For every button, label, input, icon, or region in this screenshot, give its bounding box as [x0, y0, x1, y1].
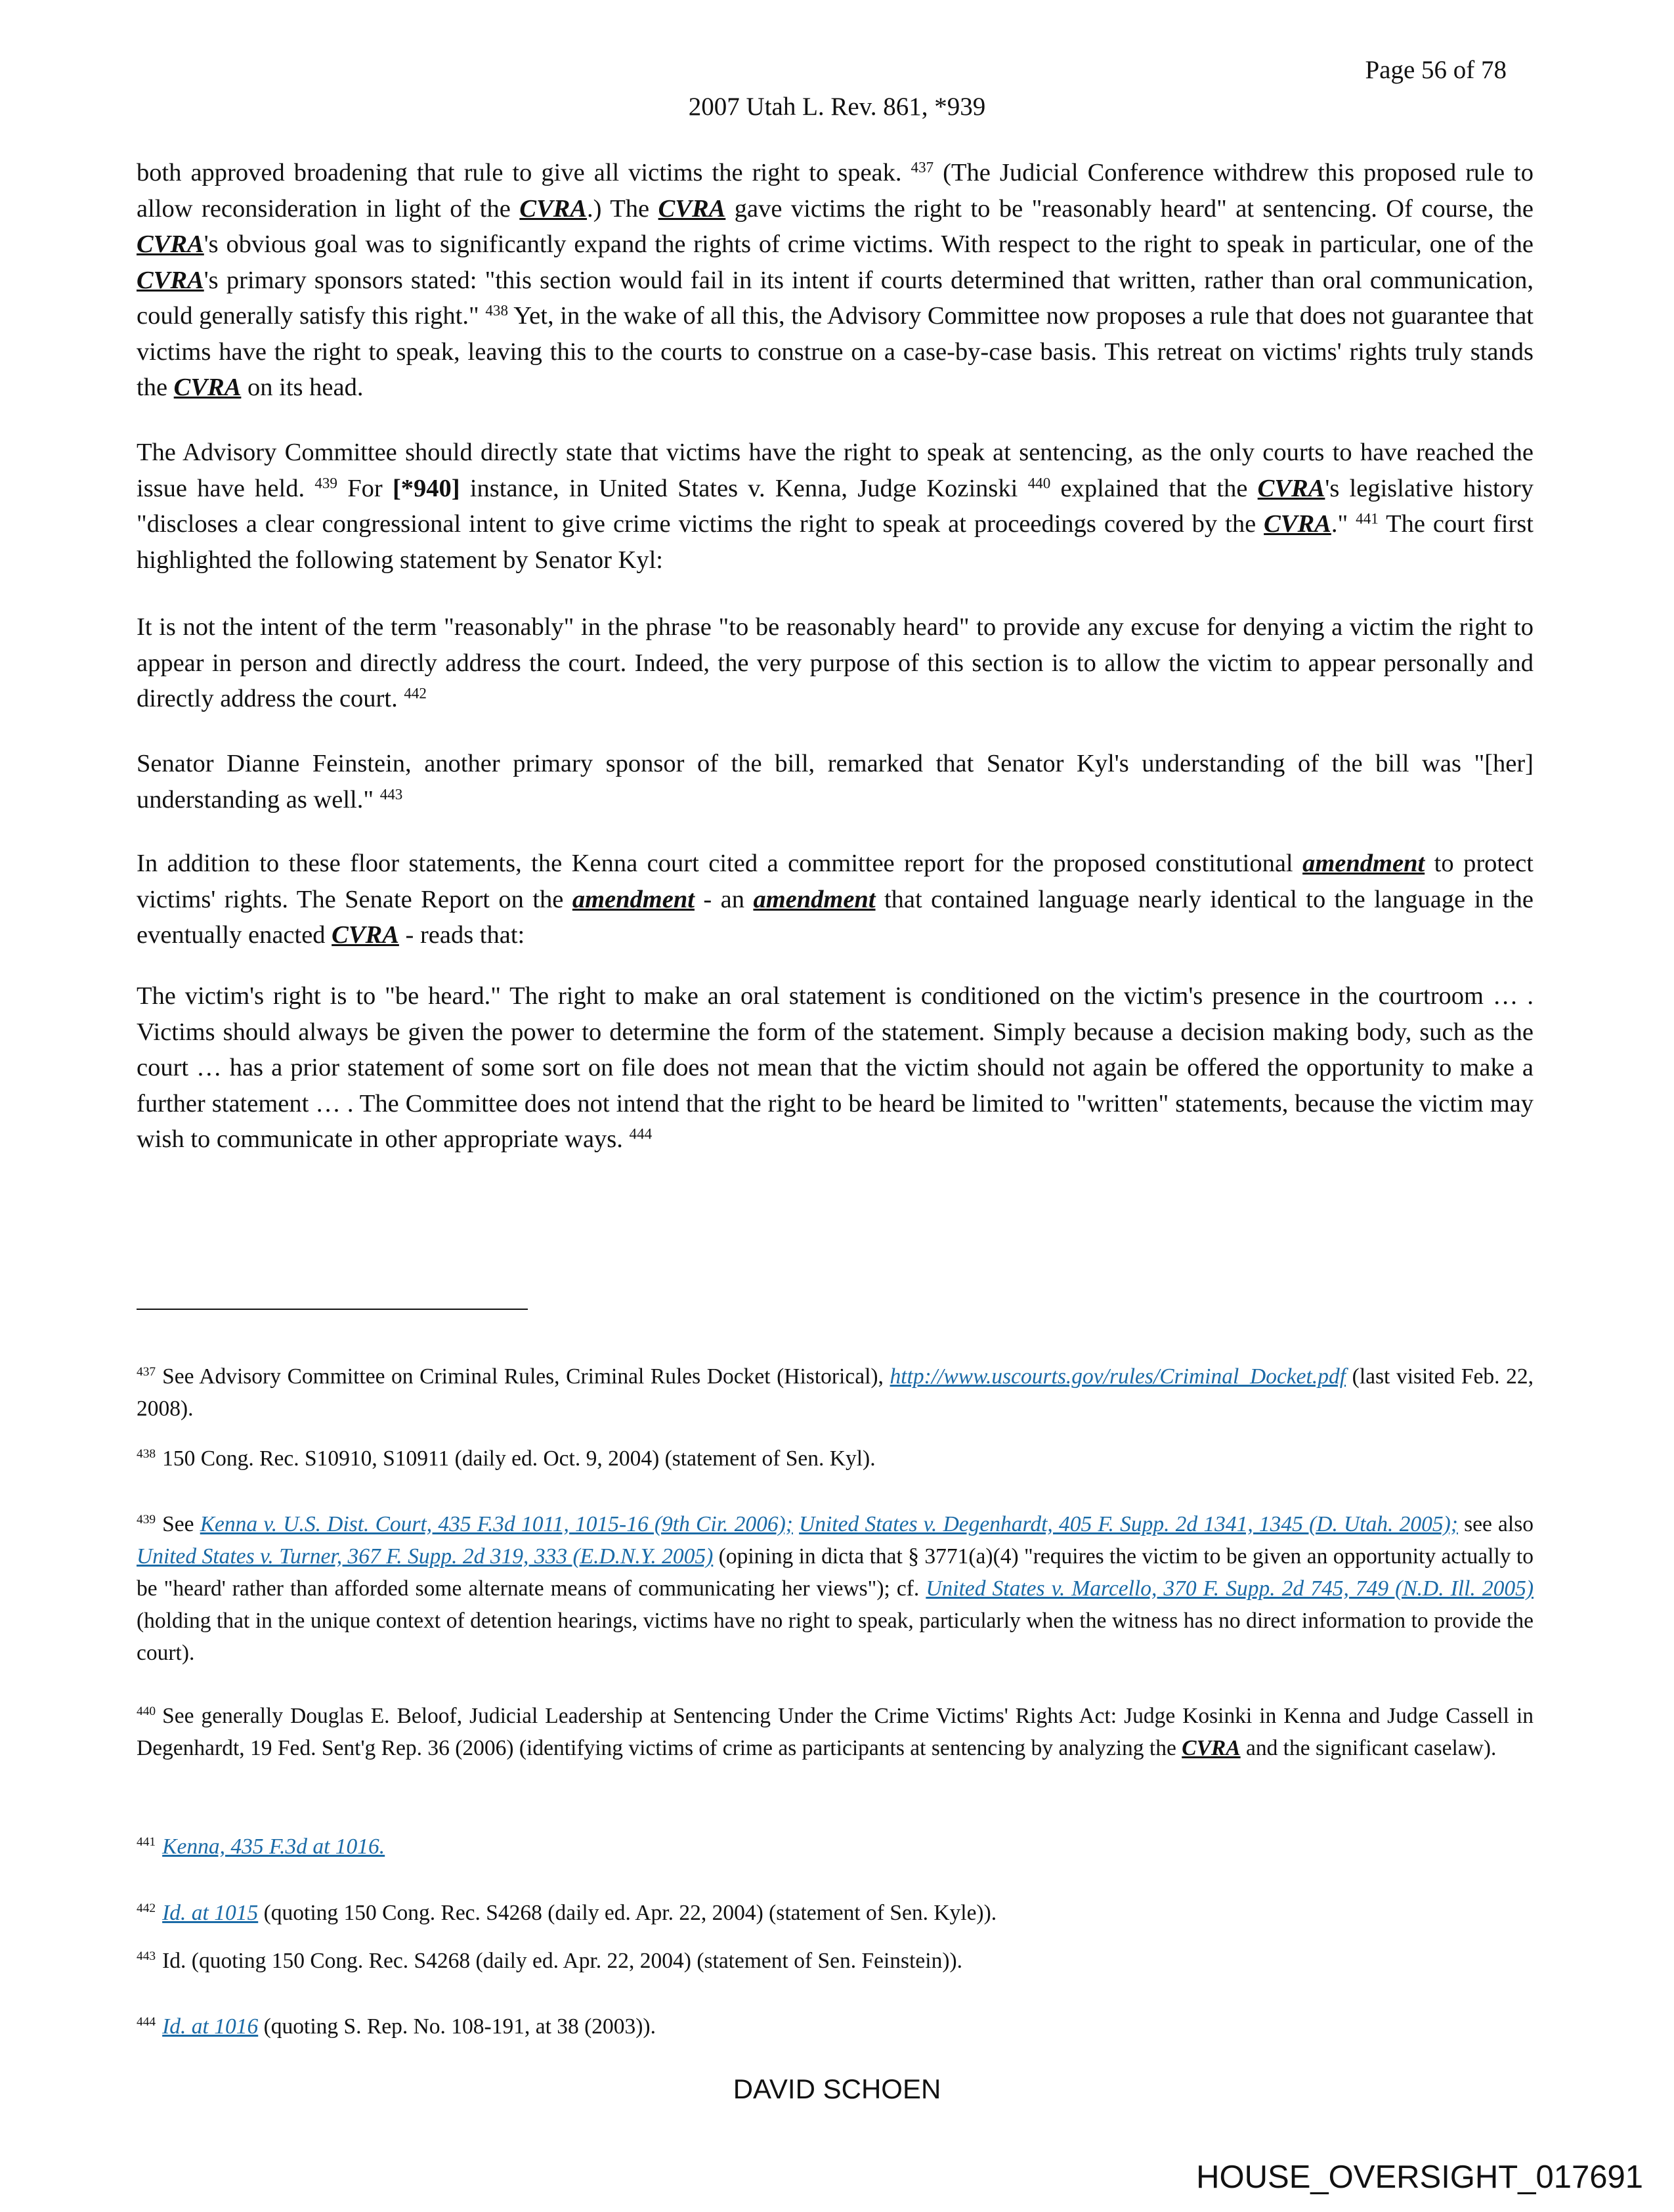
- text-run: (The Judicial Conference withdrew this proposed rule to allow reconsideration in light of the: [137, 159, 1534, 223]
- term-link[interactable]: CVRA: [1264, 510, 1331, 538]
- text-run: The victim's right is to "be heard." The right to make an oral statement is conditioned on the victim's presence in the courtroom … . Victims should always be given the power to determine the form of the statement. Simply because a decision making body, such as the court … has a prior statement of some sort on file does not mean that the victim should not again be offered the opportunity to make a further statement … . The Committee does not intend that the right to be heard be limited to "written" statements, because the victim may wish to communicate in other appropriate ways.: [137, 982, 1534, 1153]
- footnote-441: [137, 1831, 1534, 1863]
- text-run: The Advisory Committee should directly state that victims have the right to speak at sentencing, as the only courts to have reached the issue have held.: [137, 439, 1534, 502]
- footnote-440: [137, 1700, 1534, 1764]
- citation-link[interactable]: United States v. Turner, 367 F. Supp. 2d 319, 333 (E.D.N.Y. 2005): [137, 1544, 714, 1569]
- term-link[interactable]: CVRA: [137, 230, 204, 258]
- text-run: It is not the intent of the term "reasonably" in the phrase "to be reasonably heard" to provide any excuse for denying a victim the right to appear in person and directly address the court. Indeed, the very purpose of this section is to allow the victim to appear personally and directly address the court.: [137, 613, 1534, 712]
- text-run: In addition to these floor statements, the Kenna court cited a committee report for the proposed constitutional: [137, 850, 1303, 877]
- footer-author: DAVID SCHOEN: [733, 2073, 941, 2104]
- citation-link[interactable]: Id. at 1016: [162, 2014, 259, 2039]
- footnote-number: 438: [137, 1447, 156, 1462]
- term-link[interactable]: CVRA: [1182, 1736, 1241, 1760]
- footnote-443: [137, 1945, 1534, 1977]
- text-run: on its head.: [241, 374, 364, 401]
- text-run: .) The: [587, 194, 658, 223]
- citation-link[interactable]: http://www.uscourts.gov/rules/Criminal_Docket.pdf: [890, 1364, 1346, 1389]
- citation-link[interactable]: Id. at 1015: [162, 1901, 259, 1925]
- footnote-438: [137, 1442, 1534, 1475]
- term-link[interactable]: CVRA: [1257, 474, 1325, 502]
- body-paragraph: [137, 746, 1534, 817]
- term-link[interactable]: amendment: [1302, 850, 1425, 877]
- text-run: both approved broadening that rule to give all victims the right to speak.: [137, 159, 911, 186]
- text-run: that contained language nearly identical to the language in the eventually enacted: [137, 885, 1534, 949]
- footnote-number: 444: [137, 2015, 156, 2029]
- text-run: 's obvious goal was to significantly expand the rights of crime victims. With respect to the right to speak in particular, one of the: [204, 230, 1534, 258]
- footnote-number: 443: [137, 1949, 156, 1964]
- star-page-marker: [*940]: [392, 474, 460, 502]
- footnote-reference[interactable]: 439: [314, 473, 337, 491]
- footnote-reference[interactable]: 443: [379, 785, 403, 802]
- text-run: see also: [1457, 1512, 1534, 1536]
- block-quote-kyl: [137, 609, 1534, 717]
- footnote-number: 442: [137, 1901, 156, 1916]
- page-number: Page 56 of 78: [1365, 56, 1507, 84]
- footnote-reference[interactable]: 442: [404, 684, 427, 702]
- term-link[interactable]: amendment: [572, 885, 695, 913]
- text-run: The court first highlighted the following statement by Senator Kyl:: [137, 510, 1534, 574]
- footnote-number: 440: [137, 1704, 156, 1719]
- text-run: (last visited Feb. 22, 2008).: [137, 1364, 1534, 1421]
- citation-link[interactable]: United States v. Degenhardt, 405 F. Supp. 2d 1341, 1345 (D. Utah. 2005);: [799, 1512, 1458, 1536]
- text-run: gave victims the right to be "reasonably heard" at sentencing. Of course, the: [725, 194, 1534, 223]
- term-link[interactable]: amendment: [753, 885, 876, 913]
- text-run: (quoting 150 Cong. Rec. S4268 (daily ed. Apr. 22, 2004) (statement of Sen. Kyle)).: [258, 1901, 997, 1925]
- footnote-reference[interactable]: 438: [485, 301, 508, 319]
- footnote-reference[interactable]: 441: [1356, 510, 1379, 527]
- footnote-divider: [137, 1309, 528, 1310]
- footnote-number: 439: [137, 1513, 156, 1527]
- citation-link[interactable]: United States v. Marcello, 370 F. Supp. 2d 745, 749 (N.D. Ill. 2005): [926, 1576, 1534, 1601]
- term-link[interactable]: CVRA: [137, 266, 204, 294]
- text-run: 's primary sponsors stated: "this section would fail in its intent if courts determined that written, rather than oral communication, could generally satisfy this right.": [137, 266, 1534, 330]
- text-run: - reads that:: [398, 921, 525, 949]
- text-run: explained that the: [1050, 474, 1258, 502]
- text-run: Senator Dianne Feinstein, another primary sponsor of the bill, remarked that Senator Kyl's understanding of the bill was "[her] understanding as well.": [137, 750, 1534, 813]
- footnote-444: [137, 2010, 1534, 2043]
- term-link[interactable]: CVRA: [519, 194, 588, 223]
- body-paragraph: [137, 155, 1534, 406]
- footnote-number: 437: [137, 1365, 156, 1379]
- footnote-reference[interactable]: 444: [629, 1125, 653, 1142]
- block-quote-senate-report: [137, 978, 1534, 1158]
- text-run: [793, 1512, 799, 1536]
- citation-link[interactable]: Kenna, 435 F.3d at 1016.: [162, 1834, 385, 1859]
- text-run: 's legislative history "discloses a clear congressional intent to give crime victims the right to speak at proceedings covered by the: [137, 474, 1534, 538]
- footnote-437: [137, 1360, 1534, 1425]
- body-paragraph: [137, 846, 1534, 953]
- text-run: (quoting S. Rep. No. 108-191, at 38 (2003)).: [258, 2014, 656, 2039]
- bates-number: HOUSE_OVERSIGHT_017691: [1196, 2159, 1643, 2195]
- term-link[interactable]: CVRA: [332, 921, 399, 949]
- term-link[interactable]: CVRA: [658, 194, 726, 223]
- text-run: See: [162, 1512, 200, 1536]
- running-citation-header: 2007 Utah L. Rev. 861, *939: [688, 93, 986, 121]
- text-run: and the significant caselaw).: [1240, 1736, 1497, 1760]
- body-paragraph: [137, 435, 1534, 578]
- text-run: .": [1331, 510, 1356, 538]
- text-run: For: [337, 474, 393, 502]
- footnote-442: [137, 1897, 1534, 1929]
- text-run: 150 Cong. Rec. S10910, S10911 (daily ed. Oct. 9, 2004) (statement of Sen. Kyl).: [162, 1446, 876, 1471]
- footnote-number: 441: [137, 1835, 156, 1850]
- text-run: Yet, in the wake of all this, the Advisory Committee now proposes a rule that does not guarantee that victims have the right to speak, leaving this to the courts to construe on a case-by-case basis. This retreat on victims' rights truly stands the: [137, 302, 1534, 401]
- footnote-reference[interactable]: 437: [911, 158, 934, 176]
- text-run: to protect victims' rights. The Senate Report on the: [137, 850, 1534, 913]
- footnote-439: [137, 1508, 1534, 1669]
- text-run: See generally Douglas E. Beloof, Judicial Leadership at Sentencing Under the Crime Victims' Rights Act: Judge Kosinki in Kenna and Judge Cassell in Degenhardt, 19 Fed. Sent'g Rep. 36 (2006) (identifying victims of crime as participants at sentencing by analyzing the: [137, 1704, 1534, 1760]
- text-run: instance, in United States v. Kenna, Judge Kozinski: [460, 474, 1028, 502]
- text-run: (opining in dicta that § 3771(a)(4) "requires the victim to be given an opportunity actually to be "heard' rather than afforded some alternate means of communicating her views"); cf.: [137, 1544, 1534, 1601]
- text-run: (holding that in the unique context of detention hearings, victims have no right to speak, particularly when the witness has no direct information to provide the court).: [137, 1609, 1534, 1665]
- term-link[interactable]: CVRA: [173, 374, 242, 401]
- text-run: See Advisory Committee on Criminal Rules, Criminal Rules Docket (Historical),: [162, 1364, 890, 1389]
- citation-link[interactable]: Kenna v. U.S. Dist. Court, 435 F.3d 1011, 1015-16 (9th Cir. 2006);: [200, 1512, 793, 1536]
- footnote-reference[interactable]: 440: [1027, 473, 1051, 491]
- text-run: Id. (quoting 150 Cong. Rec. S4268 (daily ed. Apr. 22, 2004) (statement of Sen. Feinstein)).: [162, 1949, 963, 1973]
- text-run: - an: [694, 885, 754, 913]
